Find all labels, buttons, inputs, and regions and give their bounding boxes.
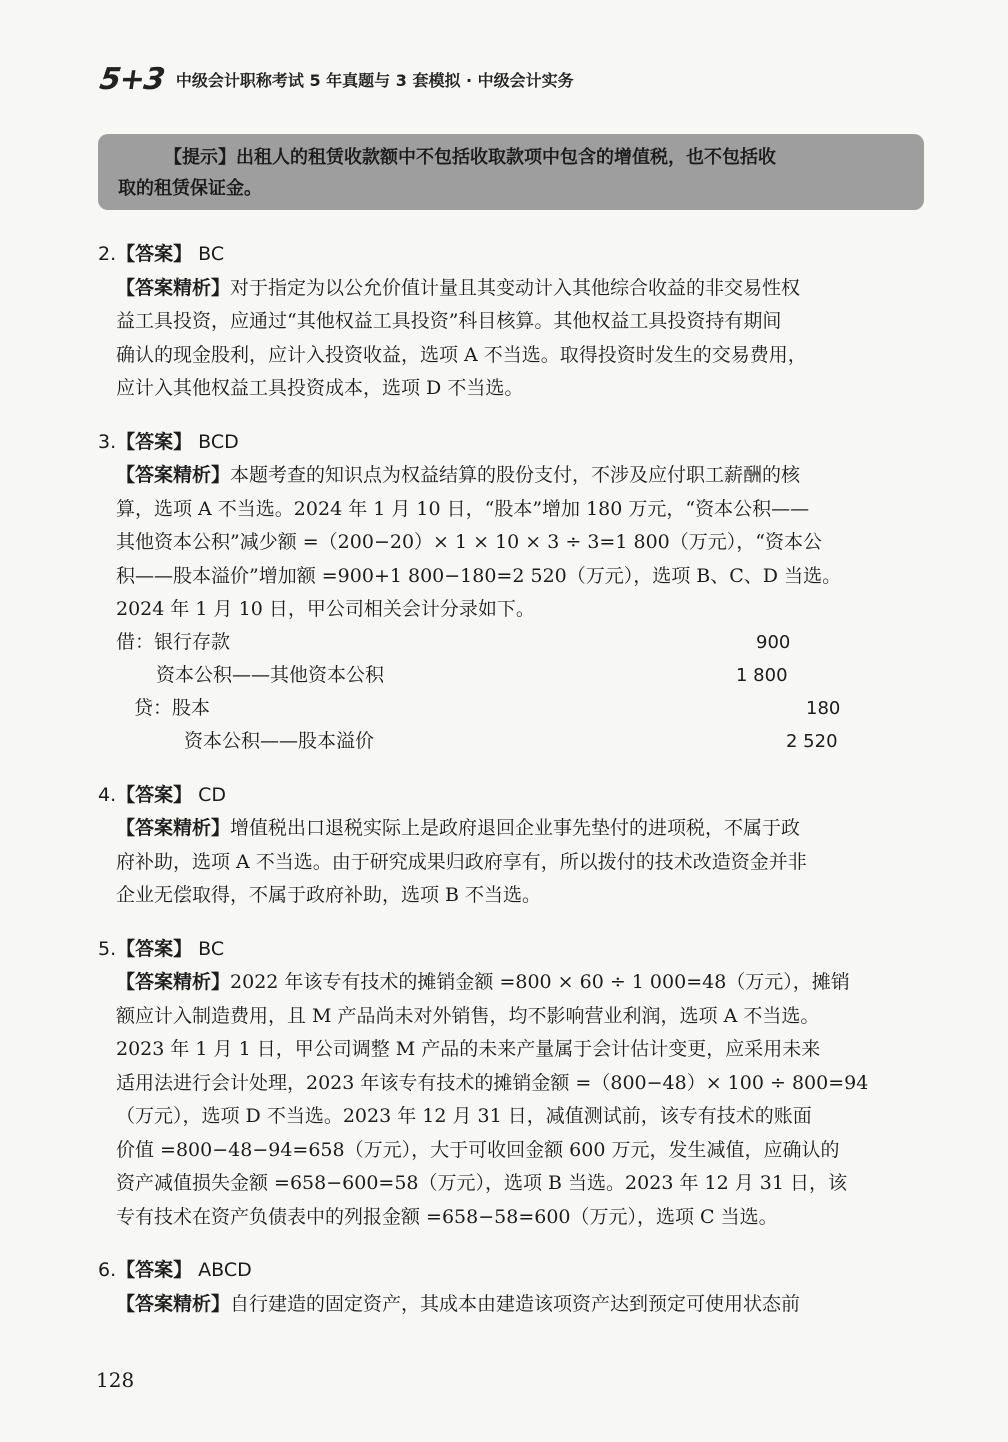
analysis-text: 2022 年该专有技术的摊销金额 =800 × 60 ÷ 1 000=48（万元），摊销: [230, 971, 850, 993]
analysis-line: [116, 1100, 924, 1134]
analysis-text: （万元），选项 D 不当选。2023 年 12 月 31 日，减值测试前，该专有技术的账面: [116, 1105, 812, 1127]
page-header: [97, 60, 960, 98]
question-block: [98, 238, 924, 406]
analysis-text: 2024 年 1 月 10 日，甲公司相关会计分录如下。: [116, 598, 535, 620]
analysis-line: [116, 1067, 924, 1101]
question-number: 6.: [98, 1259, 117, 1281]
analysis-tag: 【答案精析】: [116, 817, 231, 839]
journal-entry: [116, 660, 924, 693]
analysis-text: 确认的现金股利，应计入投资收益，选项 A 不当选。取得投资时发生的交易费用，: [116, 343, 807, 366]
question-block: [98, 1254, 924, 1321]
entry-amount: 900: [756, 632, 791, 654]
analysis-line: [116, 1201, 924, 1235]
analysis-line: [116, 272, 924, 306]
answer-value: BCD: [198, 430, 239, 453]
analysis-line: [116, 812, 924, 846]
answer-list: [98, 238, 924, 1341]
analysis-line: [116, 1167, 924, 1201]
analysis-body: [98, 459, 924, 627]
question-block: [98, 779, 924, 913]
book-title: 中级会计职称考试 5 年真题与 3 套模拟 · 中级会计实务: [175, 70, 574, 90]
analysis-body: [98, 812, 924, 913]
entry-amount: 180: [806, 698, 841, 720]
analysis-text: 资产减值损失金额 =658−600=58（万元），选项 B 当选。2023 年 12 月 31 日，该: [116, 1172, 847, 1194]
entry-amount: 1 800: [736, 665, 788, 687]
answer-tag: 【答案】: [116, 243, 193, 265]
analysis-body: [98, 1288, 924, 1322]
answer-tag: 【答案】: [116, 783, 193, 806]
analysis-body: [98, 966, 924, 1234]
analysis-tag: 【答案精析】: [116, 276, 231, 299]
analysis-text: 2023 年 1 月 1 日，甲公司调整 M 产品的未来产量属于会计估计变更，应采用未来: [116, 1038, 821, 1060]
analysis-line: [116, 305, 924, 339]
question-header: [98, 933, 924, 967]
analysis-line: [116, 879, 924, 913]
journal-entries: [98, 627, 924, 759]
journal-entry: [116, 627, 924, 660]
analysis-text: 府补助，选项 A 不当选。由于研究成果归政府享有，所以拨付的技术改造资金并非: [116, 850, 807, 873]
analysis-tag: 【答案精析】: [116, 464, 231, 486]
analysis-line: [116, 1033, 924, 1067]
analysis-body: [98, 272, 924, 406]
analysis-text: 积——股本溢价”增加额 =900+1 800−180=2 520（万元），选项 B、C、D 当选。: [116, 564, 842, 587]
question-header: [98, 1254, 924, 1288]
analysis-text: 应计入其他权益工具投资成本，选项 D 不当选。: [116, 377, 524, 399]
analysis-text: 专有技术在资产负债表中的列报金额 =658−58=600（万元），选项 C 当选。: [116, 1205, 778, 1228]
account-name: 借：银行存款: [116, 631, 231, 654]
entry-amount: 2 520: [786, 731, 838, 753]
analysis-line: [116, 966, 924, 1000]
analysis-text: 自行建造的固定资产，其成本由建造该项资产达到预定可使用状态前: [230, 1292, 801, 1315]
answer-value: BC: [198, 243, 225, 265]
analysis-text: 适用法进行会计处理，2023 年该专有技术的摊销金额 =（800−48）× 100 ÷ 800=94: [116, 1071, 869, 1094]
analysis-text: 益工具投资，应通过“其他权益工具投资”科目核算。其他权益工具投资持有期间: [116, 310, 782, 332]
journal-entry: [116, 726, 924, 759]
series-logo: 5+3: [97, 61, 167, 97]
analysis-line: [116, 1000, 924, 1034]
question-number: 3.: [98, 430, 117, 453]
journal-entry: [116, 693, 924, 726]
analysis-tag: 【答案精析】: [116, 1292, 231, 1315]
analysis-line: [116, 493, 924, 527]
analysis-text: 其他资本公积”减少额 =（200−20）× 1 × 10 × 3 ÷ 3=1 800（万元），“资本公: [116, 531, 822, 553]
question-number: 2.: [98, 243, 117, 265]
analysis-text: 额应计入制造费用，且 M 产品尚未对外销售，均不影响营业利润，选项 A 不当选。: [116, 1004, 820, 1027]
analysis-text: 企业无偿取得，不属于政府补助，选项 B 不当选。: [116, 884, 542, 906]
analysis-line: [116, 1288, 924, 1322]
tip-line: 【提示】出租人的租赁收款额中不包括收取款项中包含的增值税，也不包括收: [164, 147, 776, 168]
analysis-line: [116, 526, 924, 560]
account-name: 贷：股本: [134, 697, 211, 720]
account-name: 资本公积——股本溢价: [184, 730, 375, 753]
analysis-text: 价值 =800−48−94=658（万元），大于可收回金额 600 万元，发生减值，应确认的: [116, 1138, 840, 1161]
question-number: 5.: [98, 937, 117, 960]
page-number: 128: [96, 1368, 135, 1392]
question-header: [98, 426, 924, 460]
analysis-line: [116, 1134, 924, 1168]
answer-tag: 【答案】: [116, 430, 193, 453]
analysis-line: [116, 372, 924, 406]
analysis-line: [116, 339, 924, 373]
question-block: [98, 426, 924, 759]
analysis-text: 算，选项 A 不当选。2024 年 1 月 10 日，“股本”增加 180 万元，“资本公积——: [116, 497, 810, 520]
question-number: 4.: [98, 783, 117, 806]
analysis-line: [116, 459, 924, 493]
answer-value: ABCD: [198, 1259, 252, 1281]
answer-value: CD: [198, 783, 227, 806]
analysis-line: [116, 593, 924, 627]
question-header: [98, 238, 924, 272]
analysis-line: [116, 560, 924, 594]
tip-line: 取的租赁保证金。: [118, 178, 262, 199]
question-block: [98, 933, 924, 1235]
analysis-line: [116, 846, 924, 880]
analysis-text: 增值税出口退税实际上是政府退回企业事先垫付的进项税，不属于政: [230, 817, 801, 839]
analysis-text: 对于指定为以公允价值计量且其变动计入其他综合收益的非交易性权: [230, 276, 801, 299]
answer-tag: 【答案】: [116, 1259, 193, 1281]
question-header: [98, 779, 924, 813]
analysis-tag: 【答案精析】: [116, 971, 231, 993]
answer-tag: 【答案】: [116, 937, 193, 960]
tip-box: [98, 134, 924, 210]
answer-value: BC: [198, 937, 225, 960]
analysis-text: 本题考查的知识点为权益结算的股份支付，不涉及应付职工薪酬的核: [230, 464, 801, 486]
account-name: 资本公积——其他资本公积: [156, 664, 385, 687]
